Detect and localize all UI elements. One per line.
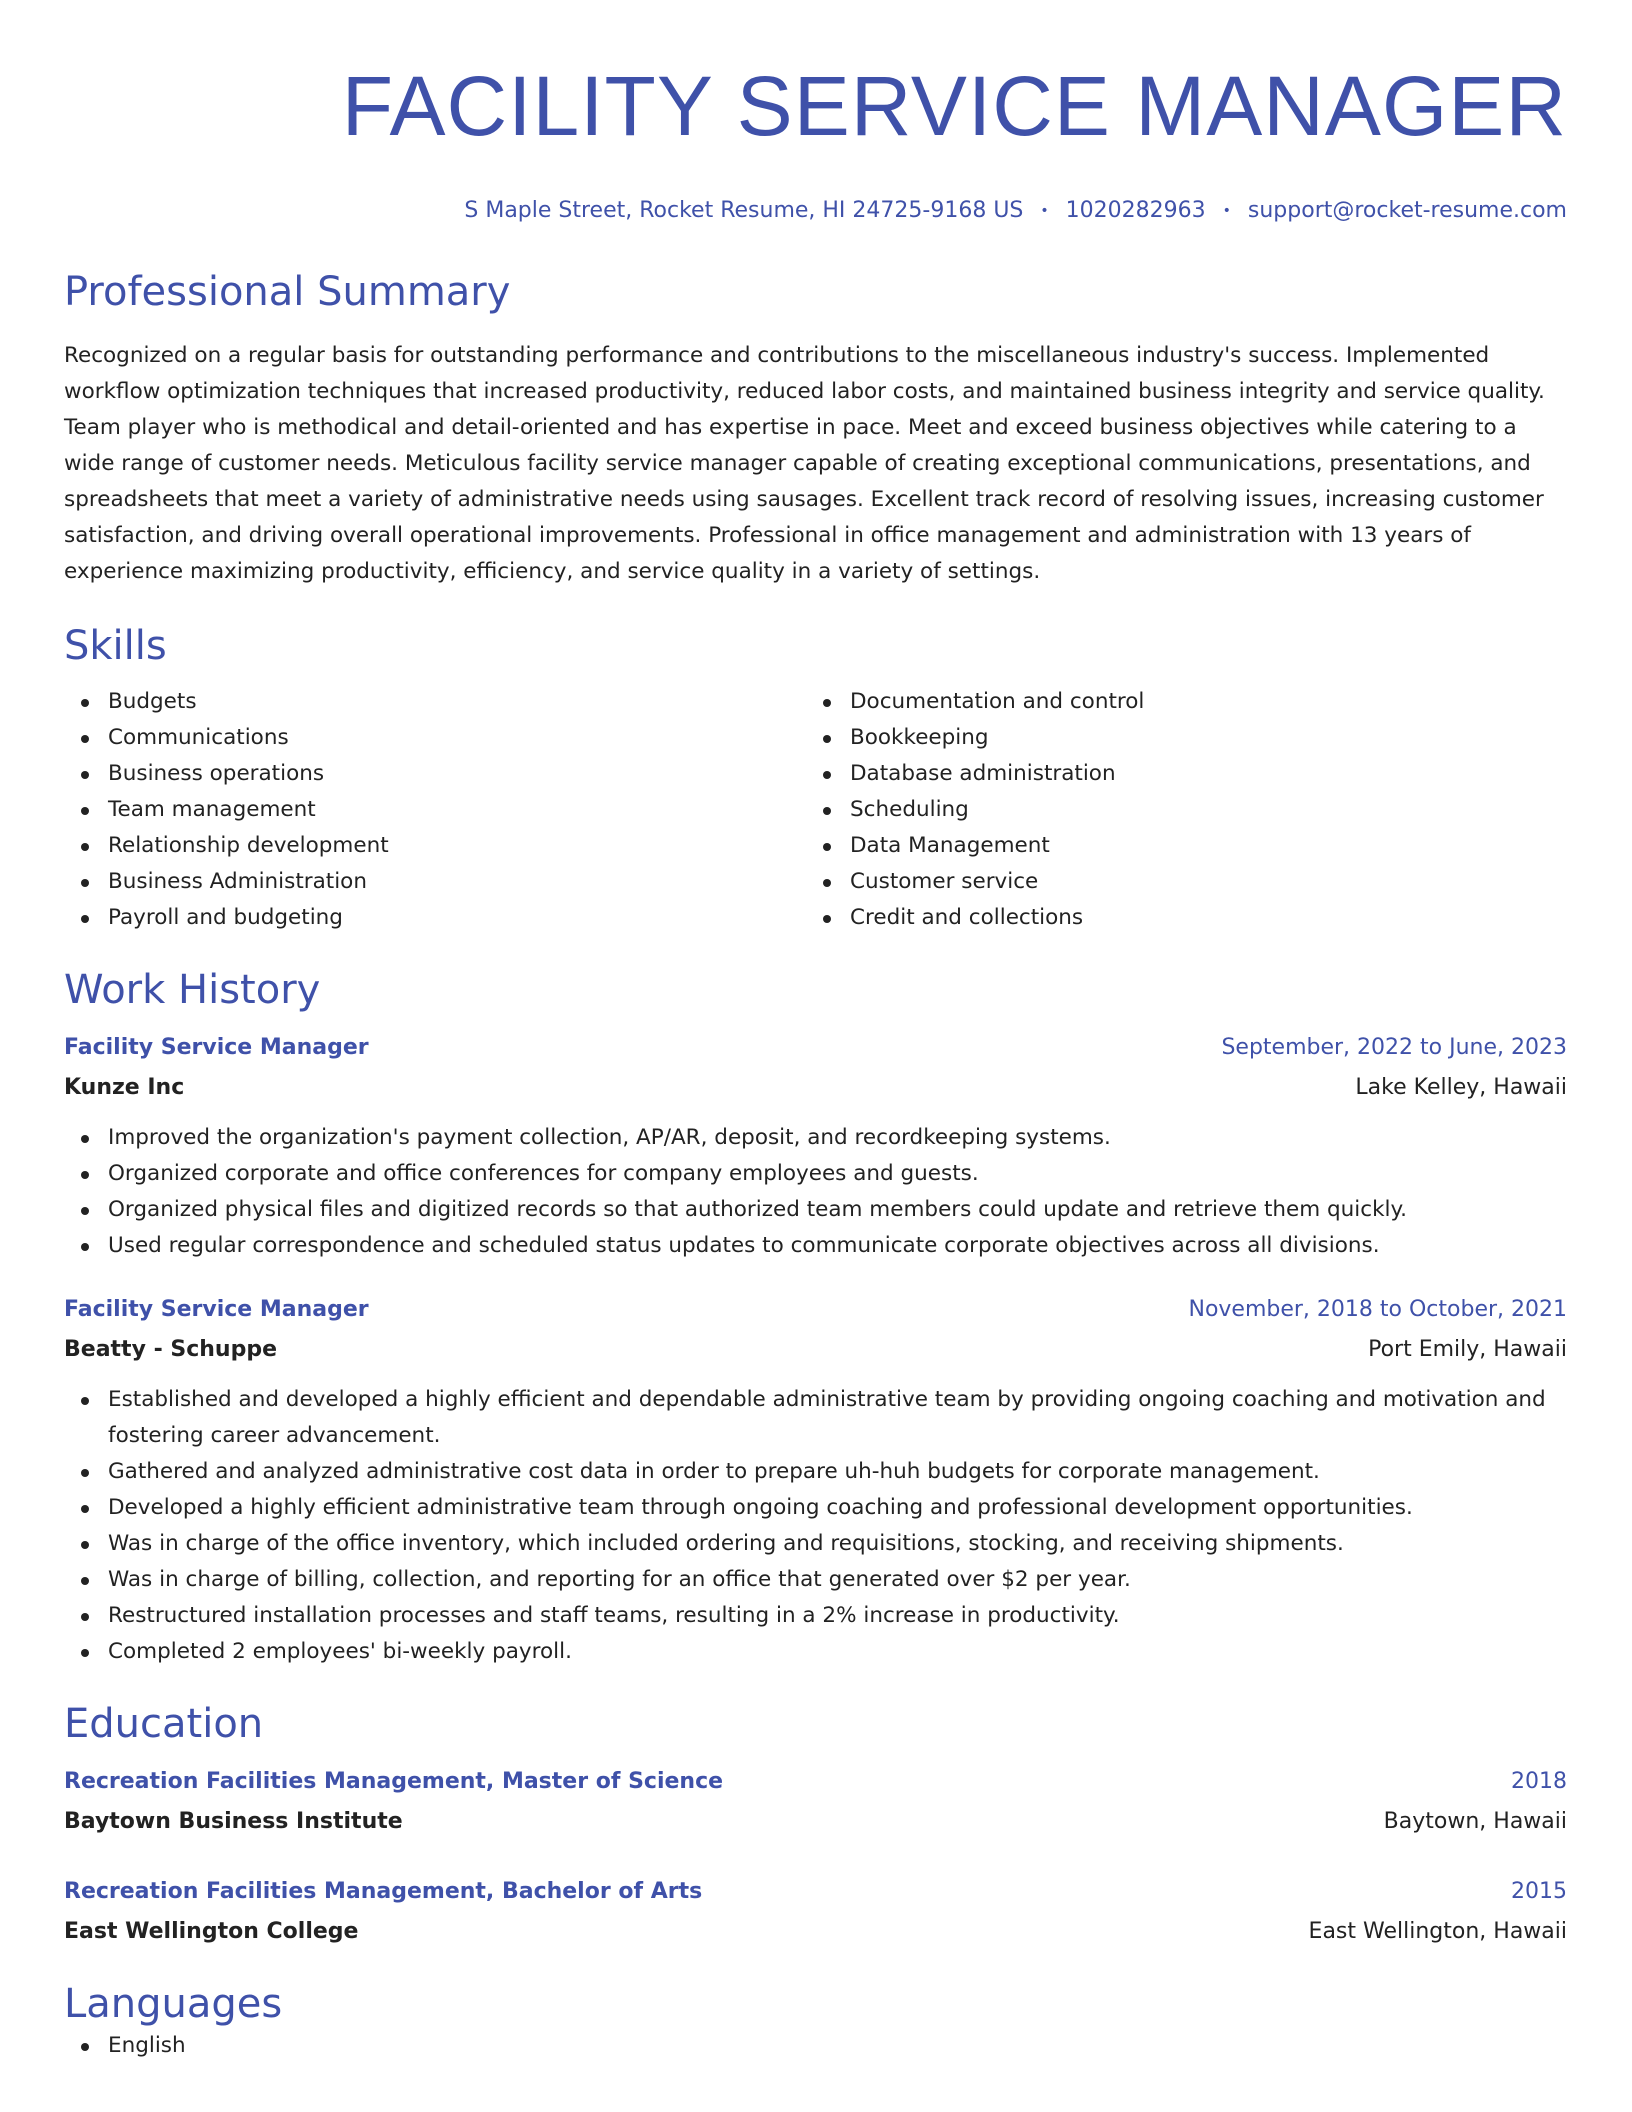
education-year: 2015 — [1511, 1879, 1567, 1904]
education-school: Baytown Business Institute — [64, 1809, 403, 1834]
contact-email: support@rocket-resume.com — [1247, 198, 1567, 223]
education-school-row — [64, 1802, 1567, 1842]
skill-item: Documentation and control — [806, 684, 1548, 720]
skill-item: Business Administration — [64, 864, 806, 900]
skills-heading: Skills — [64, 623, 167, 669]
job-duties-list — [64, 1120, 1567, 1264]
languages-heading: Languages — [64, 1981, 283, 2027]
job-duty-item: Restructured installation processes and staff teams, resulting in a 2% increase in productivity. — [64, 1598, 1567, 1634]
job-duty-item: Was in charge of the office inventory, which included ordering and requisitions, stocking, and receiving shipments. — [64, 1526, 1567, 1562]
contact-line — [64, 196, 1567, 226]
job-duty-item: Improved the organization's payment collection, AP/AR, deposit, and recordkeeping systems. — [64, 1120, 1567, 1156]
resume-name: FACILITY SERVICE MANAGER — [341, 59, 1567, 153]
job-header-row — [64, 1028, 1567, 1068]
job-dates: November, 2018 to October, 2021 — [1188, 1297, 1567, 1322]
skill-item: Credit and collections — [806, 900, 1548, 936]
job-duty-item: Completed 2 employees' bi-weekly payroll. — [64, 1634, 1567, 1670]
summary-heading: Professional Summary — [64, 269, 511, 315]
job-header-row — [64, 1290, 1567, 1330]
job-company-row — [64, 1330, 1567, 1370]
skill-item: Database administration — [806, 756, 1548, 792]
job-title: Facility Service Manager — [64, 1297, 369, 1322]
contact-separator: • — [1040, 203, 1049, 219]
skill-item: Payroll and budgeting — [64, 900, 806, 936]
job-dates: September, 2022 to June, 2023 — [1221, 1035, 1567, 1060]
languages-list — [64, 2028, 1567, 2064]
job-entry — [64, 1290, 1567, 1670]
skill-item: Customer service — [806, 864, 1548, 900]
job-title: Facility Service Manager — [64, 1035, 369, 1060]
contact-separator: • — [1222, 203, 1231, 219]
skills-column-right — [806, 684, 1548, 936]
skill-item: Communications — [64, 720, 806, 756]
skill-item: Relationship development — [64, 828, 806, 864]
work-history-heading: Work History — [64, 967, 321, 1013]
job-entry — [64, 1028, 1567, 1264]
job-company: Beatty - Schuppe — [64, 1337, 277, 1362]
contact-phone: 1020282963 — [1065, 198, 1206, 223]
resume-page — [64, 0, 1567, 2064]
education-degree-row — [64, 1762, 1567, 1802]
job-duty-item: Developed a highly efficient administrative team through ongoing coaching and professional development opportunities. — [64, 1490, 1567, 1526]
skill-item: Business operations — [64, 756, 806, 792]
education-degree: Recreation Facilities Management, Bachelor of Arts — [64, 1879, 703, 1904]
skills-list-left — [64, 684, 806, 936]
education-year: 2018 — [1511, 1769, 1567, 1794]
education-entry — [64, 1872, 1567, 1952]
skill-item: Budgets — [64, 684, 806, 720]
contact-address: S Maple Street, Rocket Resume, HI 24725-9168 US — [464, 198, 1024, 223]
skills-grid — [64, 684, 1567, 936]
education-degree-row — [64, 1872, 1567, 1912]
skill-item: Data Management — [806, 828, 1548, 864]
summary-text: Recognized on a regular basis for outstanding performance and contributions to the miscellaneous industry's success. Implemented workflow optimization techniques that increased productivity, reduced labor costs, and maintained business integrity and service quality. Team player who is methodical and detail-oriented and has expertise in pace. Meet and exceed business objectives while catering to a wide range of customer needs. Meticulous facility service manager capable of creating exceptional communications, presentations, and spreadsheets that meet a variety of administrative needs using sausages. Excellent track record of resolving issues, increasing customer satisfaction, and driving overall operational improvements. Professional in office management and administration with 13 years of experience maximizing productivity, efficiency, and service quality in a variety of settings. — [64, 343, 1545, 584]
job-duty-item: Gathered and analyzed administrative cost data in order to prepare uh-huh budgets for corporate management. — [64, 1454, 1567, 1490]
job-location: Port Emily, Hawaii — [1368, 1337, 1567, 1362]
job-location: Lake Kelley, Hawaii — [1355, 1075, 1567, 1100]
skill-item: Bookkeeping — [806, 720, 1548, 756]
skills-column-left — [64, 684, 806, 936]
job-company-row — [64, 1068, 1567, 1108]
education-school-row — [64, 1912, 1567, 1952]
education-location: Baytown, Hawaii — [1383, 1809, 1567, 1834]
skills-list-right — [806, 684, 1548, 936]
education-degree: Recreation Facilities Management, Master of Science — [64, 1769, 724, 1794]
skill-item: Scheduling — [806, 792, 1548, 828]
job-duty-item: Was in charge of billing, collection, and reporting for an office that generated over $2 per year. — [64, 1562, 1567, 1598]
education-school: East Wellington College — [64, 1919, 359, 1944]
job-duty-item: Used regular correspondence and scheduled status updates to communicate corporate objectives across all divisions. — [64, 1228, 1567, 1264]
job-duties-list — [64, 1382, 1567, 1670]
job-company: Kunze Inc — [64, 1075, 185, 1100]
job-duty-item: Organized physical files and digitized records so that authorized team members could update and retrieve them quickly. — [64, 1192, 1567, 1228]
education-entry — [64, 1762, 1567, 1842]
skill-item: Team management — [64, 792, 806, 828]
job-duty-item: Organized corporate and office conferences for company employees and guests. — [64, 1156, 1567, 1192]
language-item: English — [64, 2028, 1567, 2064]
education-heading: Education — [64, 1701, 264, 1747]
education-location: East Wellington, Hawaii — [1308, 1919, 1567, 1944]
job-duty-item: Established and developed a highly efficient and dependable administrative team by providing ongoing coaching and motivation and fostering career advancement. — [64, 1382, 1567, 1454]
